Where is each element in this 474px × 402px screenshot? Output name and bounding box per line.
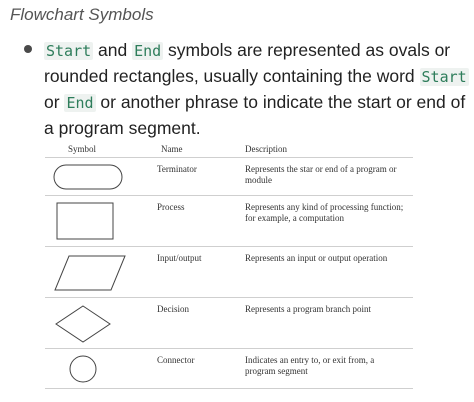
- header-description: Description: [245, 144, 287, 154]
- code-start: Start: [421, 68, 467, 86]
- symbol-description: Represents any kind of processing function; for example, a computation: [245, 202, 404, 223]
- symbol-name: Process: [157, 202, 185, 212]
- table-row: [45, 196, 413, 247]
- table-row: [45, 298, 413, 349]
- symbol-name: Decision: [157, 304, 189, 314]
- parallelogram-icon: [53, 255, 127, 291]
- code-end: End: [66, 94, 94, 112]
- code-end: End: [134, 42, 162, 60]
- table-row: [45, 349, 413, 389]
- text-segment: or another phrase to indicate the start or end of a program segment.: [44, 92, 466, 138]
- text-segment: or: [44, 92, 65, 112]
- bullet-dot-icon: [24, 45, 32, 53]
- text-segment: symbols are represented as ovals or rounded rectangles, usually containing the word: [44, 40, 451, 86]
- bullet-text: [44, 38, 469, 141]
- symbols-table: [45, 143, 413, 389]
- circle-icon: [53, 354, 113, 384]
- code-start: Start: [46, 42, 92, 60]
- symbol-description: Represents the star or end of a program or module: [245, 164, 397, 185]
- symbol-description: Represents a program branch point: [245, 304, 371, 314]
- symbol-name: Terminator: [157, 164, 197, 174]
- table-row: [45, 158, 413, 196]
- section-heading: Flowchart Symbols: [10, 5, 154, 24]
- symbol-description: Indicates an entry to, or exit from, a program segment: [245, 355, 375, 376]
- rounded-rectangle-icon: [53, 164, 123, 190]
- header-symbol: Symbol: [68, 144, 97, 154]
- symbol-description: Represents an input or output operation: [245, 253, 388, 263]
- symbol-name: Connector: [157, 355, 195, 365]
- symbol-name: Input/output: [157, 253, 202, 263]
- header-name: Name: [161, 144, 183, 154]
- rectangle-icon: [53, 202, 115, 240]
- table-header-row: [45, 143, 413, 158]
- table-row: [45, 247, 413, 298]
- text-segment: and: [93, 40, 133, 60]
- diamond-icon: [53, 305, 113, 343]
